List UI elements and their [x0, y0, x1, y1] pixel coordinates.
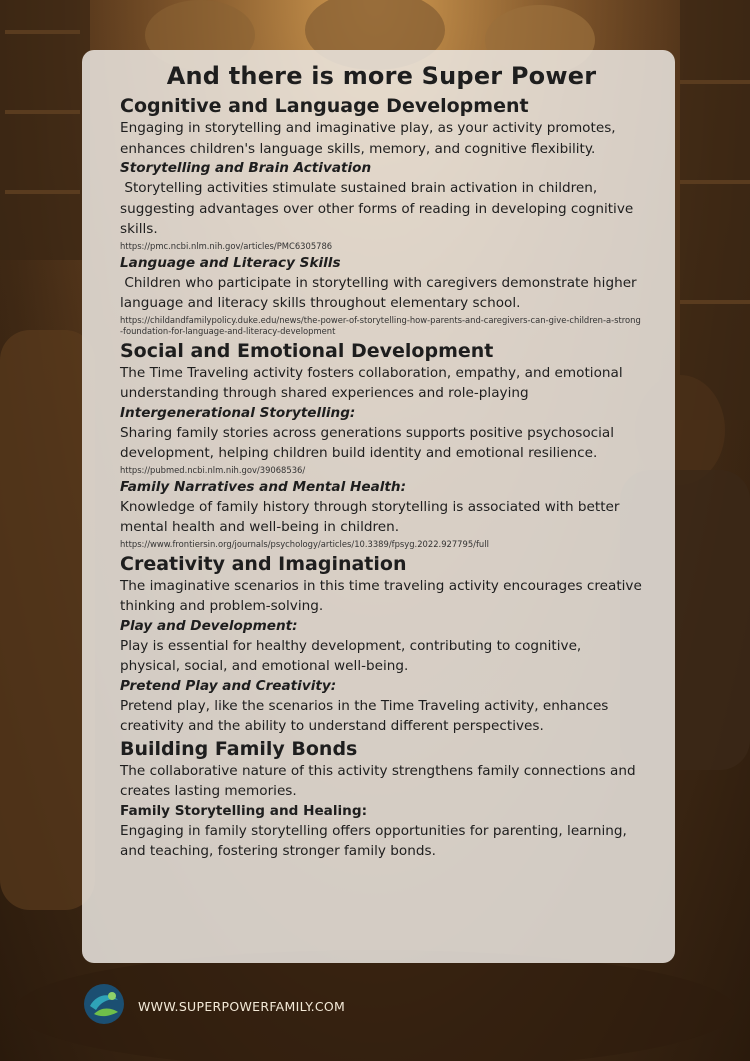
subsection-title: Pretend Play and Creativity:: [120, 677, 337, 694]
section-heading: Social and Emotional Development: [120, 339, 494, 362]
source-link[interactable]: https://pmc.ncbi.nlm.nih.gov/articles/PMC6305786: [120, 240, 333, 251]
section-intro: The imaginative scenarios in this time traveling activity encourages creative thinking and problem-solving.: [120, 577, 642, 614]
section-family-bonds: [120, 737, 643, 862]
subsection-text: Engaging in family storytelling offers opportunities for parenting, learning, and teaching, fostering stronger family bonds.: [120, 822, 627, 859]
source-link[interactable]: https://pubmed.ncbi.nlm.nih.gov/39068536/: [120, 464, 306, 475]
section-creativity: [120, 552, 643, 737]
source-link[interactable]: https://www.frontiersin.org/journals/psychology/articles/10.3389/fpsyg.2022.927795/full: [120, 538, 489, 549]
section-heading: Creativity and Imagination: [120, 552, 407, 575]
section-intro: The collaborative nature of this activity strengthens family connections and creates lasting memories.: [120, 762, 636, 799]
subsection-title: Play and Development:: [120, 617, 298, 634]
subsection-text: Storytelling activities stimulate sustained brain activation in children, suggesting advantages over other forms of reading in developing cognitive skills.: [120, 180, 638, 237]
section-heading: Building Family Bonds: [120, 737, 358, 760]
subsection-text: Knowledge of family history through storytelling is associated with better mental health and well-being in children.: [120, 498, 620, 535]
subsection-text: Play is essential for healthy development, contributing to cognitive, physical, social, and emotional well-being.: [120, 637, 582, 674]
subsection-title: Family Narratives and Mental Health:: [120, 478, 407, 495]
section-heading: Cognitive and Language Development: [120, 95, 529, 117]
superpower-family-globe-logo-icon: [82, 982, 126, 1030]
section-intro: Engaging in storytelling and imaginative play, as your activity promotes, enhances children's language skills, memory, and cognitive flexibility.: [120, 120, 616, 157]
content-panel: [82, 50, 675, 963]
subsection-text: Children who participate in storytelling with caregivers demonstrate higher language and literacy skills throughout elementary school.: [120, 274, 641, 311]
subsection-title: Storytelling and Brain Activation: [120, 160, 372, 176]
section-intro: The Time Traveling activity fosters collaboration, empathy, and emotional understanding through shared experiences and role-playing: [120, 364, 623, 401]
subsection-text: Pretend play, like the scenarios in the Time Traveling activity, enhances creativity and the ability to understand different perspectives.: [120, 697, 609, 734]
footer: [82, 982, 345, 1030]
section-social-emotional: [120, 339, 643, 550]
website-link[interactable]: WWW.SUPERPOWERFAMILY.COM: [138, 998, 346, 1014]
subsection-title: Family Storytelling and Healing:: [120, 802, 368, 819]
subsection-text: Sharing family stories across generations supports positive psychosocial development, helping children build identity and emotional resilience.: [120, 424, 615, 461]
section-cognitive: [120, 94, 643, 337]
page-title: And there is more Super Power: [166, 62, 597, 90]
subsection-title: Language and Literacy Skills: [120, 254, 341, 271]
source-link[interactable]: https://childandfamilypolicy.duke.edu/news/the-power-of-storytelling-how-parents-and-caregivers-can-give-children-a-strong-foundation-for-language-and-literacy-development: [120, 314, 641, 336]
subsection-title: Intergenerational Storytelling:: [120, 404, 356, 421]
